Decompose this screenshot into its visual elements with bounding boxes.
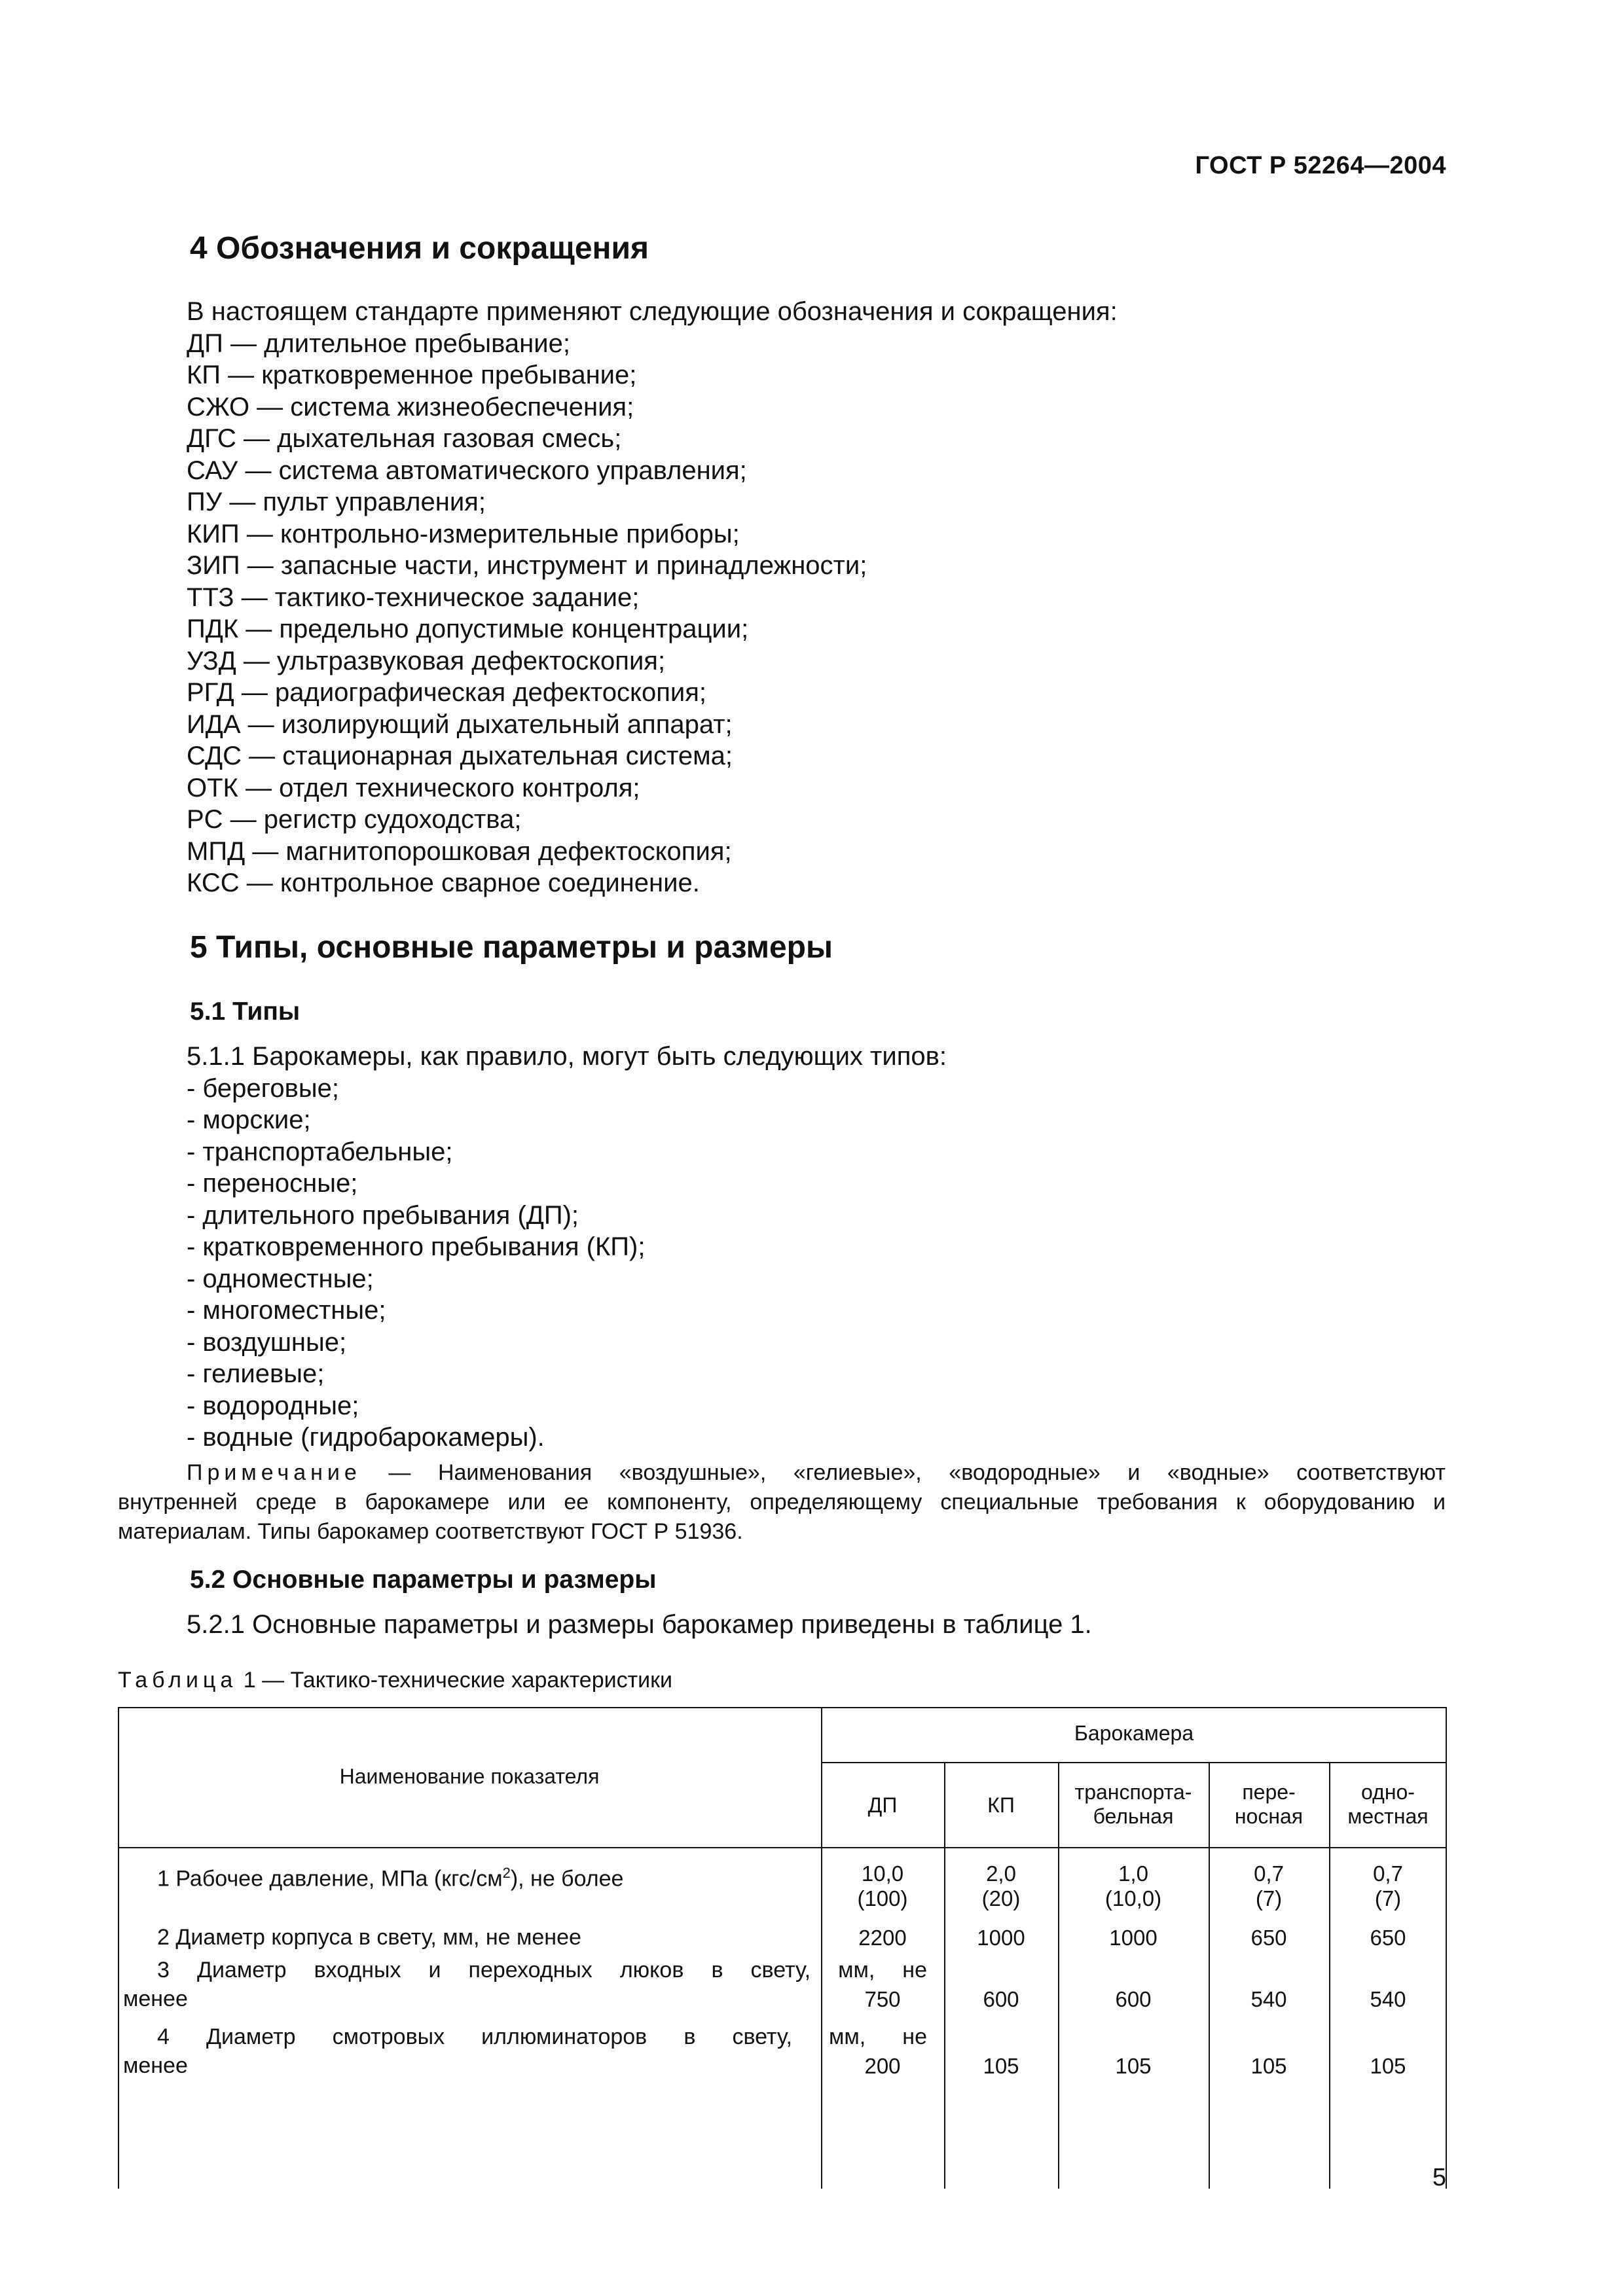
table-cell: 650 — [1370, 1926, 1406, 1950]
table-cell: 105 — [1250, 2054, 1287, 2078]
type-item: - береговые; — [187, 1073, 339, 1103]
table-caption-text: 1 — Тактико-технические характеристики — [237, 1668, 673, 1693]
table-cell: 540 — [1250, 1987, 1287, 2011]
types-block — [187, 1041, 947, 1454]
table-cell: 105 — [1115, 2054, 1152, 2078]
table-cell: 1000 — [977, 1926, 1025, 1950]
abbreviation-item: ПУ — пульт управления; — [187, 488, 486, 516]
table-cell: 600 — [1115, 1987, 1152, 2011]
subsection-5-1-title: 5.1 Типы — [190, 997, 301, 1026]
abbreviation-item: СЖО — система жизнеобеспечения; — [187, 392, 634, 422]
note-line: — Наименования «воздушные», «гелиевые», «водородные» и «водные» соответствуют — [361, 1460, 1446, 1485]
characteristics-table — [118, 1707, 1447, 2189]
column-header-name: Наименование показателя — [339, 1765, 600, 1788]
table-row-label: 2 Диаметр корпуса в свету, мм, не менее — [157, 1925, 581, 1950]
type-item: - гелиевые; — [187, 1359, 325, 1388]
table-cell: 2,0 (20) — [981, 1861, 1021, 1910]
abbreviation-item: ОТК — отдел технического контроля; — [187, 773, 640, 802]
types-note — [118, 1458, 1446, 1547]
type-item: - длительного пребывания (ДП); — [187, 1200, 579, 1230]
column-header-kp: КП — [987, 1793, 1015, 1817]
abbreviation-item: ТТЗ — тактико-техническое задание; — [187, 583, 640, 612]
note-label: Примечание — [187, 1460, 361, 1485]
table-cell: 0,7 (7) — [1254, 1861, 1284, 1910]
table-cell: 105 — [1370, 2054, 1406, 2078]
table-cell: 1000 — [1109, 1926, 1158, 1950]
type-item: - многоместные; — [187, 1296, 386, 1325]
table-cell: 2200 — [858, 1926, 907, 1950]
table-caption-label: Таблица — [118, 1668, 238, 1693]
table-row-label: 4 Диаметр смотровых иллюминаторов в свету, мм, не менее — [123, 2024, 927, 2078]
note-line: материалам. Типы барокамер соответствуют ГОСТ Р 51936. — [118, 1519, 743, 1544]
abbreviation-item: КИП — контрольно-измерительные приборы; — [187, 519, 740, 548]
table-row-label: 3 Диаметр входных и переходных люков в свету, мм, не менее — [123, 1958, 927, 2011]
table-cell: 0,7 (7) — [1373, 1861, 1403, 1910]
table-cell: 540 — [1370, 1987, 1406, 2011]
abbreviation-item: УЗД — ультразвуковая дефектоскопия; — [187, 646, 666, 675]
type-item: - одноместные; — [187, 1264, 374, 1293]
table-header-bottom-border — [118, 1847, 1447, 1848]
table-cell: 105 — [983, 2054, 1019, 2078]
table-cell: 600 — [983, 1987, 1019, 2011]
table-cell: 1,0 (10,0) — [1104, 1861, 1162, 1910]
table-column-divider — [944, 1762, 945, 2189]
abbreviation-item: САУ — система автоматического управления; — [187, 456, 747, 485]
abbreviation-item: РГД — радиографическая дефектоскопия; — [187, 678, 707, 707]
type-item: - водородные; — [187, 1391, 359, 1420]
abbreviation-item: PC — регистр судоходства; — [187, 805, 522, 834]
type-item: - переносные; — [187, 1169, 358, 1198]
abbreviation-item: ИДА — изолирующий дыхательный аппарат; — [187, 709, 733, 739]
parameters-paragraph: 5.2.1 Основные параметры и размеры барокамер приведены в таблице 1. — [187, 1610, 1092, 1639]
type-item: - водные (гидробарокамеры). — [187, 1423, 545, 1452]
type-item: - кратковременного пребывания (КП); — [187, 1232, 646, 1261]
abbreviation-item: ДГС — дыхательная газовая смесь; — [187, 424, 622, 453]
table-group-header-border — [821, 1762, 1447, 1763]
abbreviations-block — [187, 296, 1118, 899]
type-item: - воздушные; — [187, 1327, 347, 1357]
type-item: - морские; — [187, 1105, 311, 1134]
column-header-single-seat: одно- местная — [1347, 1780, 1429, 1828]
abbreviation-item: ЗИП — запасные части, инструмент и принадлежности; — [187, 551, 867, 580]
table-caption — [118, 1668, 672, 1693]
table-cell: 200 — [864, 2054, 901, 2078]
group-header-barokamera: Барокамера — [1074, 1721, 1194, 1745]
abbreviation-item: КП — кратковременное пребывание; — [187, 361, 637, 389]
types-intro: 5.1.1 Барокамеры, как правило, могут быть следующих типов: — [187, 1042, 947, 1071]
table-border-top — [118, 1707, 1447, 1708]
note-line: внутренней среде в барокамере или ее компоненту, определяющему специальные требования к оборудованию и — [118, 1490, 1446, 1515]
abbreviation-item: СДС — стационарная дыхательная система; — [187, 742, 733, 770]
section-5-title: 5 Типы, основные параметры и размеры — [190, 930, 833, 965]
section-4-title: 4 Обозначения и сокращения — [190, 231, 649, 266]
abbreviation-item: ДП — длительное пребывание; — [187, 329, 570, 358]
table-cell: 650 — [1250, 1926, 1287, 1950]
column-header-transportable: транспорта- бельная — [1074, 1780, 1192, 1828]
column-header-portable: пере- носная — [1234, 1780, 1304, 1828]
type-item: - транспортабельные; — [187, 1137, 453, 1166]
document-id: ГОСТ Р 52264—2004 — [1195, 152, 1446, 179]
abbreviation-item: МПД — магнитопорошковая дефектоскопия; — [187, 836, 732, 866]
abbreviation-item: ПДК — предельно допустимые концентрации; — [187, 615, 749, 643]
page-number: 5 — [1432, 2164, 1446, 2191]
table-cell: 750 — [864, 1987, 901, 2011]
abbreviation-item: КСС — контрольное сварное соединение. — [187, 869, 700, 897]
subsection-5-2-title: 5.2 Основные параметры и размеры — [190, 1566, 657, 1594]
abbreviations-intro: В настоящем стандарте применяют следующие обозначения и сокращения: — [187, 297, 1118, 326]
table-cell: 10,0 (100) — [857, 1861, 908, 1910]
column-header-dp: ДП — [867, 1793, 898, 1817]
table-row-label: 1 Рабочее давление, МПа $(кгс/см^2)$, не более — [157, 1865, 624, 1892]
